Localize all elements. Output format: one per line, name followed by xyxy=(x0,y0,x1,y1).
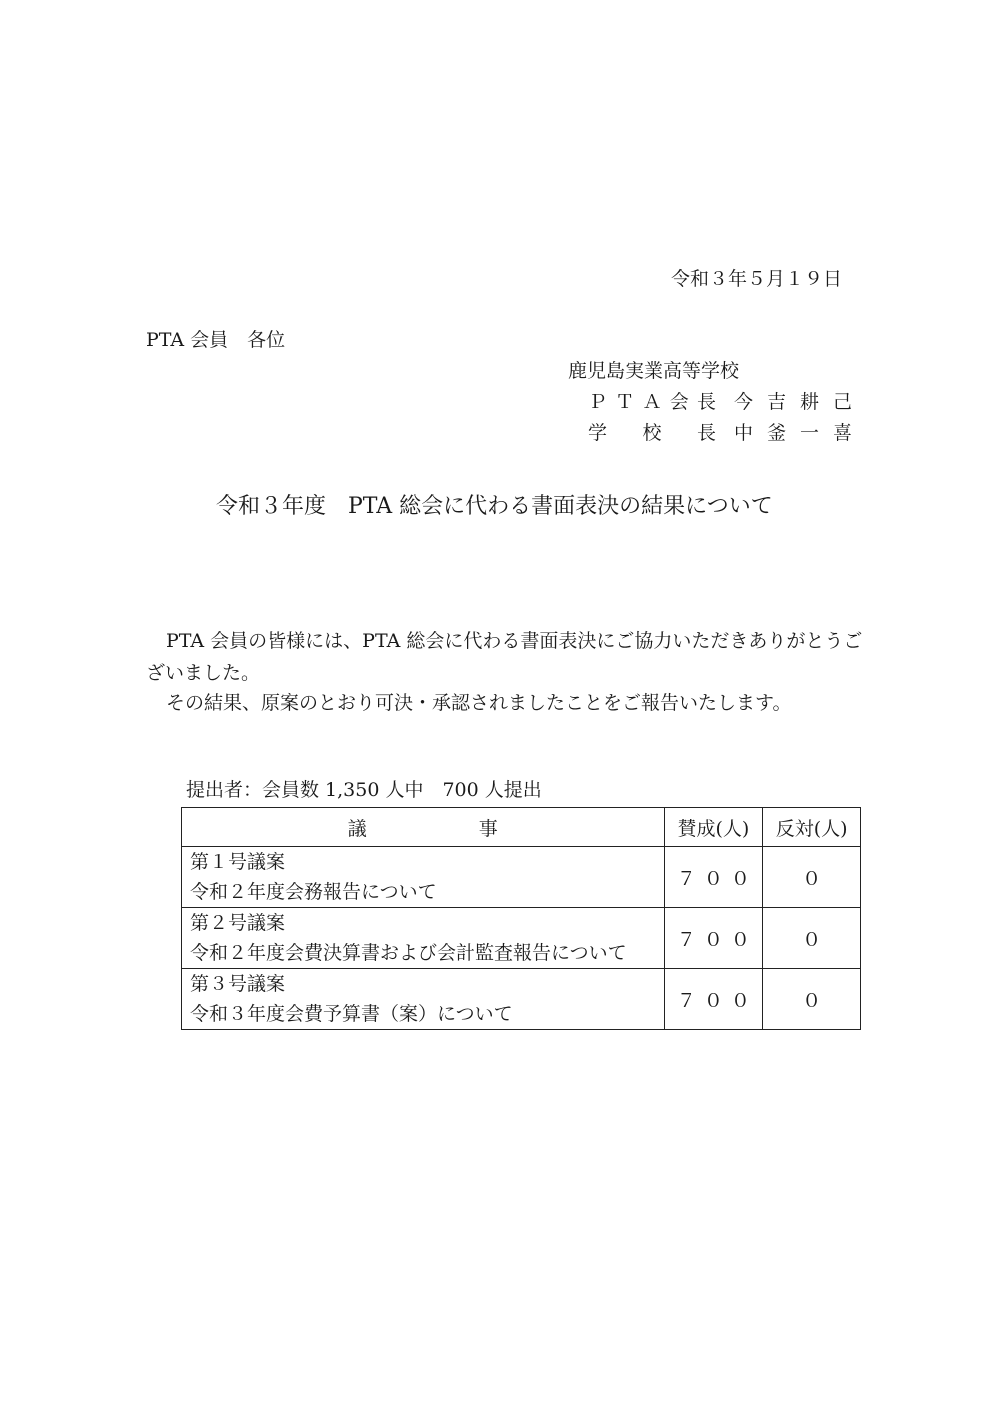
agenda-number: 第３号議案 xyxy=(190,973,286,995)
agenda-description: 令和２年度会費決算書および会計監査報告について xyxy=(190,942,627,964)
principal-title xyxy=(588,424,716,443)
approve-count: ７００ xyxy=(664,969,763,1030)
title-char: 長 xyxy=(696,422,716,444)
principal-name xyxy=(734,424,852,443)
name-char: 吉 xyxy=(766,391,786,413)
pta-president-signature xyxy=(588,393,852,412)
pta-president-name xyxy=(734,393,852,412)
name-char: 今 xyxy=(734,391,754,413)
body-paragraph-result: その結果、原案のとおり可決・承認されましたことをご報告いたします。 xyxy=(166,692,792,714)
name-char: 喜 xyxy=(832,422,852,444)
agenda-number: 第１号議案 xyxy=(190,851,286,873)
oppose-count: ０ xyxy=(763,969,861,1030)
agenda-description: 令和３年度会費予算書（案）について xyxy=(190,1003,513,1025)
agenda-cell xyxy=(182,908,665,969)
agenda-description: 令和２年度会務報告について xyxy=(190,881,437,903)
title-char: Ｔ xyxy=(615,391,635,413)
name-char: 中 xyxy=(734,422,754,444)
name-char: 耕 xyxy=(799,391,819,413)
approve-count: ７００ xyxy=(664,847,763,908)
agenda-cell xyxy=(182,969,665,1030)
oppose-count: ０ xyxy=(763,908,861,969)
submitter-count: 提出者：会員数 1,350 人中 700 人提出 xyxy=(186,779,542,801)
title-char: 会 xyxy=(669,391,689,413)
agenda-cell xyxy=(182,847,665,908)
name-char: 己 xyxy=(832,391,852,413)
body-paragraph-thanks: PTA 会員の皆様には、PTA 総会に代わる書面表決にご協力いただきありがとうございました。 xyxy=(146,630,863,684)
recipient-line: PTA 会員 各位 xyxy=(146,329,286,351)
header-agenda xyxy=(182,808,665,847)
table-row xyxy=(182,908,861,969)
school-name: 鹿児島実業高等学校 xyxy=(568,360,740,382)
table-row xyxy=(182,847,861,908)
pta-president-title xyxy=(588,393,716,412)
table-header-row xyxy=(182,808,861,847)
header-char: 議 xyxy=(347,817,367,840)
approve-count: ７００ xyxy=(664,908,763,969)
principal-signature xyxy=(588,424,852,443)
document-title: 令和３年度 PTA 総会に代わる書面表決の結果について xyxy=(216,494,773,519)
agenda-number: 第２号議案 xyxy=(190,912,286,934)
document-date: 令和３年５月１９日 xyxy=(670,268,842,290)
title-char: Ａ xyxy=(642,391,662,413)
header-oppose: 反対(人) xyxy=(763,808,861,847)
name-char: 釜 xyxy=(766,422,786,444)
header-char: 事 xyxy=(478,817,498,840)
header-approve: 賛成(人) xyxy=(664,808,763,847)
name-char: 一 xyxy=(799,422,819,444)
title-char: 長 xyxy=(696,391,716,413)
title-char: Ｐ xyxy=(588,391,608,413)
vote-results-table xyxy=(181,807,861,1030)
title-char: 学 xyxy=(588,422,608,444)
table-row xyxy=(182,969,861,1030)
oppose-count: ０ xyxy=(763,847,861,908)
title-char: 校 xyxy=(642,422,662,444)
